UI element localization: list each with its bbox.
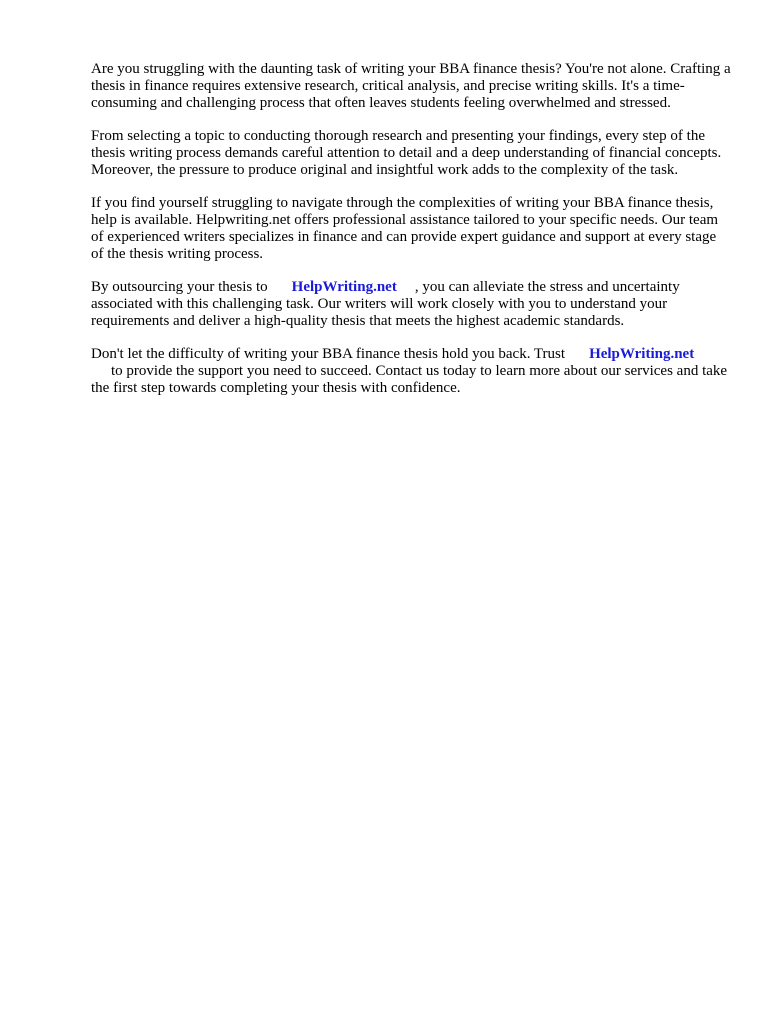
document-body xyxy=(91,61,731,413)
paragraph-outsourcing-rest: , you can alleviate the stress and uncertainty associated with this challenging task. Our writers will work closely with you to understand your requirements and deliver a high-quality thesis that meets the highest academic standards. xyxy=(91,279,680,329)
paragraph-outsourcing xyxy=(91,279,731,330)
paragraph-cta-rest: to provide the support you need to succeed. Contact us today to learn more about our services and take the first step towards completing your thesis with confidence. xyxy=(91,363,728,396)
paragraph-help-available: If you find yourself struggling to navigate through the complexities of writing your BBA finance thesis, help is available. Helpwriting.net offers professional assistance tailored to your specific needs. Our team of experienced writers specializes in finance and can provide expert guidance and support at every stage of the thesis writing process. xyxy=(91,195,719,262)
paragraph-outsourcing-lead: By outsourcing your thesis to xyxy=(91,279,268,295)
helpwriting-link-trust[interactable]: HelpWriting.net xyxy=(589,346,695,362)
paragraph-cta-lead: Don't let the difficulty of writing your BBA finance thesis hold you back. Trust xyxy=(91,346,566,362)
paragraph-intro: Are you struggling with the daunting task of writing your BBA finance thesis? You're not alone. Crafting a thesis in finance requires extensive research, critical analysis, and precise writing skills. It's a time-consuming and challenging process that often leaves students feeling overwhelmed and stressed. xyxy=(91,61,731,111)
helpwriting-link[interactable]: HelpWriting.net xyxy=(291,279,397,295)
paragraph-call-to-action xyxy=(91,346,731,397)
paragraph-process: From selecting a topic to conducting thorough research and presenting your findings, every step of the thesis writing process demands careful attention to detail and a deep understanding of financial concepts. Moreover, the pressure to produce original and insightful work adds to the complexity of the task. xyxy=(91,128,722,178)
